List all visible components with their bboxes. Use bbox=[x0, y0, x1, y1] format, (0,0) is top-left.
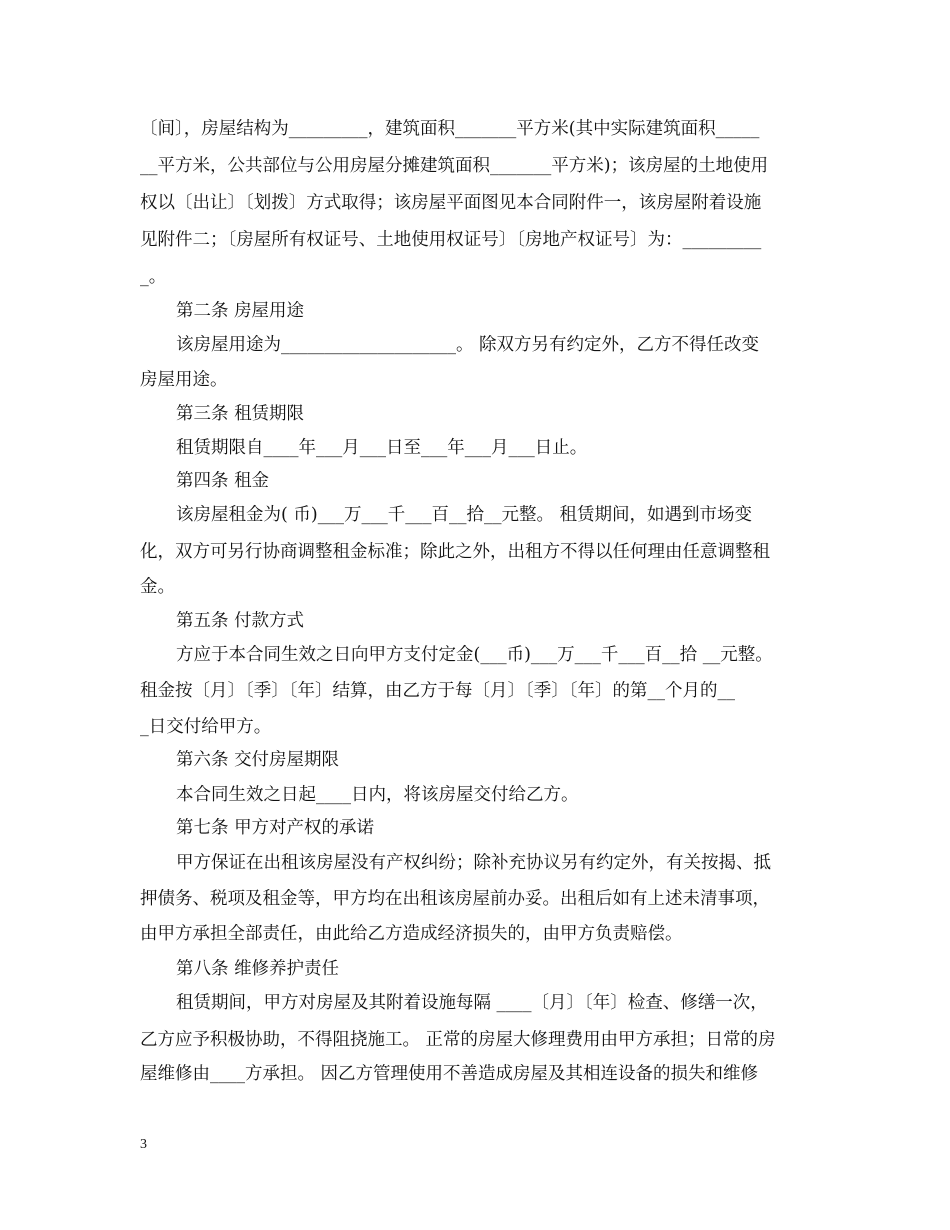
section-heading: 第七条 甲方对产权的承诺 bbox=[176, 818, 375, 838]
text-line: 见附件二；〔房屋所有权证号、土地使用权证号〕〔房地产权证号〕为：_________ bbox=[140, 230, 762, 250]
text-line: 〔间〕，房屋结构为_________，建筑面积_______平方米(其中实际建筑面积_____ bbox=[140, 119, 760, 139]
text-line: 由甲方承担全部责任，由此给乙方造成经济损失的，由甲方负责赔偿。 bbox=[140, 924, 683, 944]
text-line: 屋维修由____方承担。 因乙方管理使用不善造成房屋及其相连设备的损失和维修 bbox=[140, 1064, 759, 1084]
text-line: 房屋用途。 bbox=[140, 370, 228, 390]
section-heading: 第三条 租赁期限 bbox=[176, 404, 305, 424]
text-line: 该房屋租金为( 币)___万___千___百__拾__元整。 租赁期间，如遇到市场变 bbox=[176, 505, 753, 525]
text-line: 方应于本合同生效之日向甲方支付定金(___币)___万___千___百__拾 __元整。 bbox=[176, 645, 773, 665]
page-number: 3 bbox=[140, 1137, 147, 1152]
text-line: 权以〔出让〕〔划拨〕方式取得；该房屋平面图见本合同附件一，该房屋附着设施 bbox=[140, 193, 762, 213]
text-line: 本合同生效之日起____日内，将该房屋交付给乙方。 bbox=[176, 785, 579, 805]
text-line: _。 bbox=[140, 267, 167, 287]
text-line: _日交付给甲方。 bbox=[140, 717, 272, 737]
text-line: 押债务、税项及租金等，甲方均在出租该房屋前办妥。出租后如有上述未清事项， bbox=[140, 889, 770, 909]
text-line: 化，双方可另行协商调整租金标准；除此之外，出租方不得以任何理由任意调整租 bbox=[140, 542, 770, 562]
text-line: 乙方应予积极协助，不得阻挠施工。 正常的房屋大修理费用由甲方承担；日常的房 bbox=[140, 1030, 776, 1050]
section-heading: 第二条 房屋用途 bbox=[176, 301, 305, 321]
text-line: 金。 bbox=[140, 577, 175, 597]
text-line: 该房屋用途为____________________。 除双方另有约定外，乙方不得任改变 bbox=[176, 335, 760, 355]
text-line: 租赁期限自____年___月___日至___年___月___日止。 bbox=[176, 438, 588, 458]
section-heading: 第五条 付款方式 bbox=[176, 611, 305, 631]
section-heading: 第六条 交付房屋期限 bbox=[176, 750, 340, 770]
text-line: __平方米，公共部位与公用房屋分摊建筑面积_______平方米)；该房屋的土地使用 bbox=[140, 156, 769, 176]
section-heading: 第四条 租金 bbox=[176, 471, 270, 491]
text-line: 甲方保证在出租该房屋没有产权纠纷；除补充协议另有约定外，有关按揭、抵 bbox=[176, 853, 771, 873]
text-line: 租赁期间，甲方对房屋及其附着设施每隔 ____〔月〕〔年〕检查、修缮一次， bbox=[176, 993, 768, 1013]
section-heading: 第八条 维修养护责任 bbox=[176, 959, 340, 979]
text-line: 租金按〔月〕〔季〕〔年〕结算，由乙方于每〔月〕〔季〕〔年〕的第__个月的__ bbox=[140, 681, 735, 701]
